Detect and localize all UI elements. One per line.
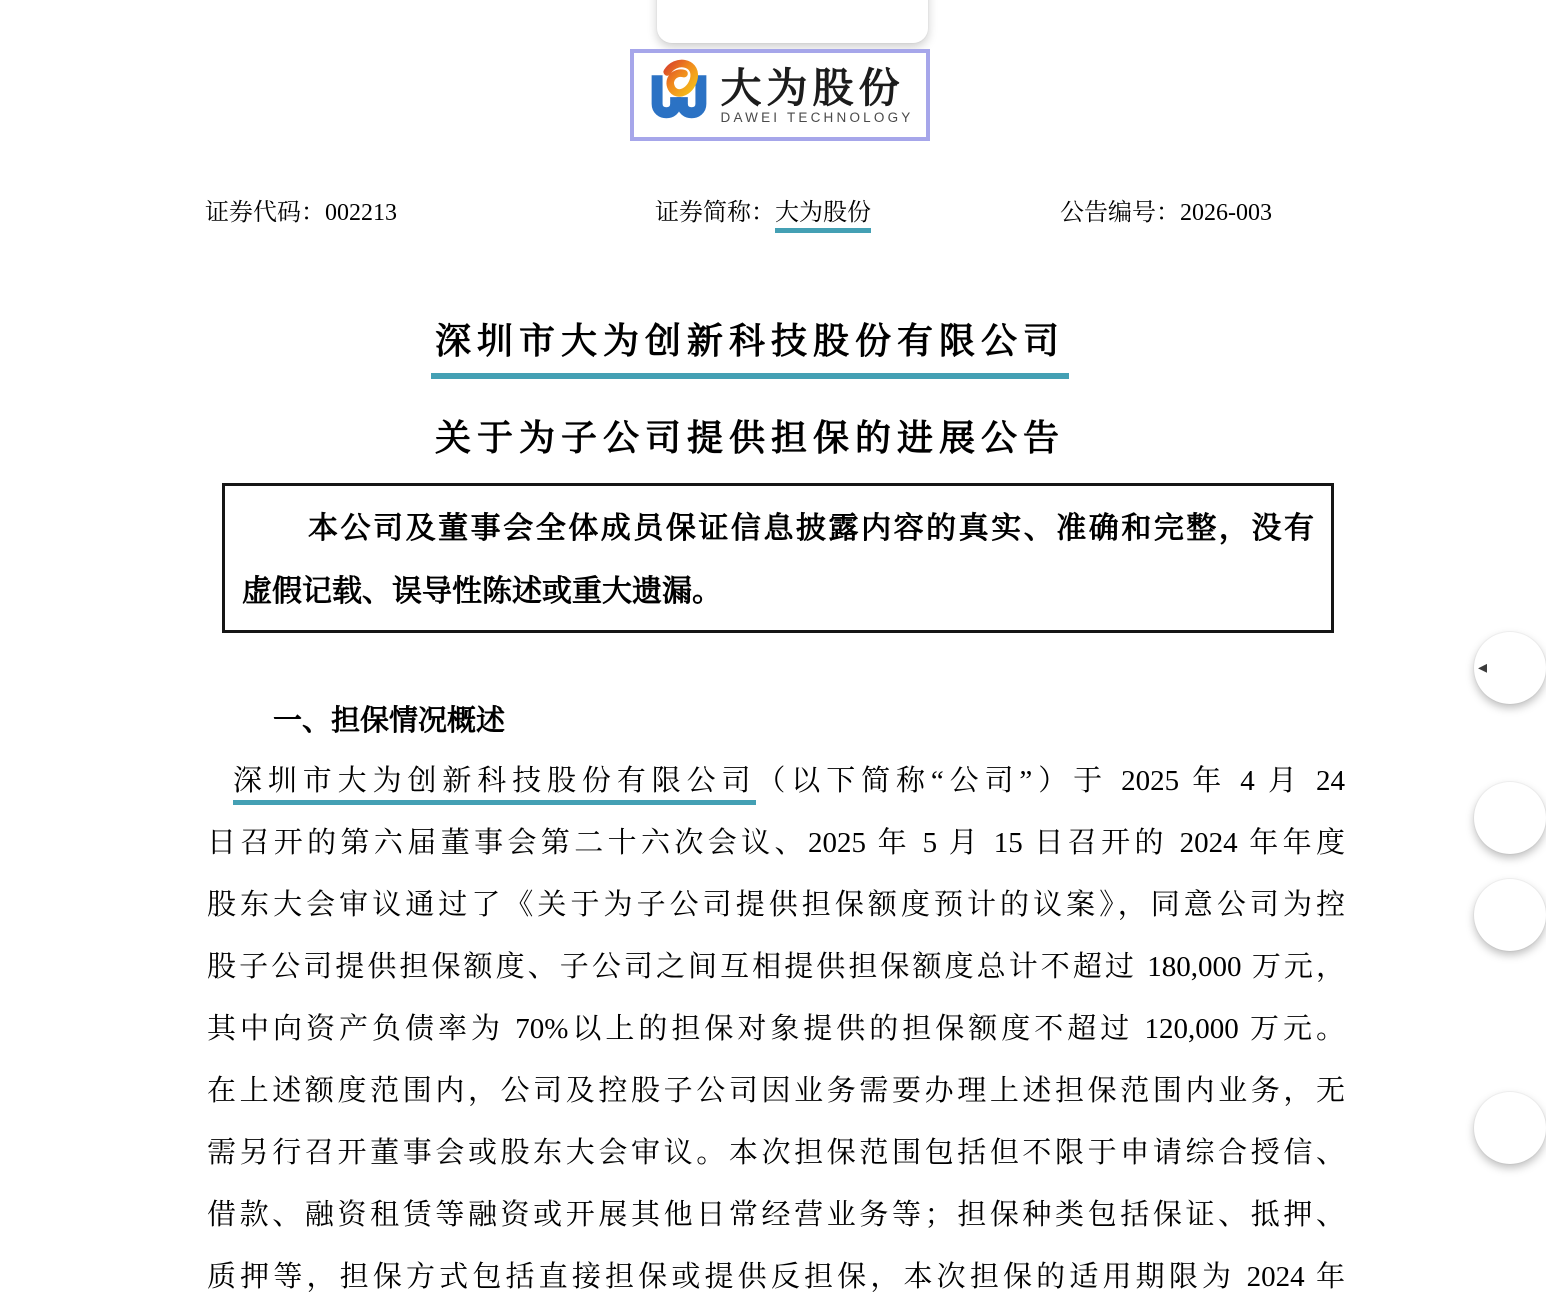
floating-button-3[interactable] <box>1474 879 1546 951</box>
announcement-number-label: 公告编号： <box>1060 200 1180 226</box>
title-block <box>0 313 1500 461</box>
body-paragraph <box>207 750 1345 1308</box>
text-line: 质押等，担保方式包括直接担保或提供反担保，本次担保的适用期限为 2024 年 <box>207 1261 1345 1293</box>
text-line: 其中向资产负债率为 70%以上的担保对象提供的担保额度不超过 120,000 万元。 <box>207 1013 1345 1045</box>
disclaimer-box <box>222 483 1334 633</box>
company-name-link[interactable]: 深圳市大为创新科技股份有限公司 <box>233 765 756 805</box>
text-line: 在上述额度范围内，公司及控股子公司因业务需要办理上述担保范围内业务，无 <box>207 1075 1345 1107</box>
text-line: 本公司及董事会全体成员保证信息披露内容的真实、准确和完整，没有 <box>308 512 1314 545</box>
text-line: 日召开的第六届董事会第二十六次会议、2025 年 5 月 15 日召开的 2024 年年度 <box>207 827 1345 859</box>
floating-button-2[interactable] <box>1474 782 1546 854</box>
text-line: 需另行召开董事会或股东大会审议。本次担保范围包括但不限于申请综合授信、 <box>207 1137 1345 1169</box>
dawei-logo-icon <box>647 60 711 131</box>
stock-code-label: 证券代码： <box>205 200 325 226</box>
logo-text <box>721 66 914 125</box>
stock-code <box>205 192 397 227</box>
section-heading: 一、担保情况概述 <box>273 705 506 737</box>
document-title-subject: 关于为子公司提供担保的进展公告 <box>434 418 1065 458</box>
stock-name-link[interactable]: 大为股份 <box>775 192 871 233</box>
document-title-company <box>0 313 1500 379</box>
floating-card <box>657 0 928 43</box>
document-title-company-link[interactable]: 深圳市大为创新科技股份有限公司 <box>431 313 1069 379</box>
text-line: 借款、融资租赁等融资或开展其他日常经营业务等；担保种类包括保证、抵押、 <box>207 1199 1345 1231</box>
logo-company-name: 大为股份 <box>720 64 905 111</box>
floating-back-button[interactable] <box>1474 632 1546 704</box>
stock-code-value: 002213 <box>325 200 397 226</box>
stock-info-row <box>0 192 1500 228</box>
logo-company-name-en: DAWEI TECHNOLOGY <box>720 109 914 125</box>
announcement-number-value: 2026-003 <box>1180 200 1272 226</box>
stock-name <box>655 192 871 233</box>
text-line: 深圳市大为创新科技股份有限公司（以下简称“公司”）于 2025 年 4 月 24 <box>207 750 1345 812</box>
announcement-number <box>1060 192 1272 227</box>
back-arrow-icon: ◂ <box>1478 657 1488 678</box>
floating-button-4[interactable] <box>1474 1092 1546 1164</box>
text-line: 虚假记载、误导性陈述或重大遗漏。 <box>242 575 722 608</box>
stock-name-label: 证券简称： <box>655 200 775 226</box>
text-line: 股子公司提供担保额度、子公司之间互相提供担保额度总计不超过 180,000 万元， <box>207 951 1345 983</box>
text-line: 股东大会审议通过了《关于为子公司提供担保额度预计的议案》，同意公司为控 <box>207 889 1345 921</box>
company-logo[interactable] <box>630 49 930 141</box>
